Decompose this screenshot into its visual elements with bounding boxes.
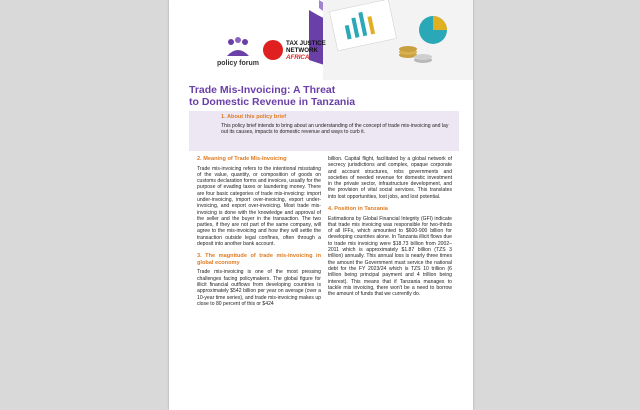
about-text: This policy brief intends to bring about an understanding of the concept of trade mis-invoicing and lay out its causes, impacts to domestic revenue and ways to curb it. xyxy=(221,123,449,136)
policy-brief-page xyxy=(169,0,473,410)
tax-justice-network-africa-logo xyxy=(263,38,363,78)
meaning-heading: 2. Meaning of Trade Mis-Invoicing xyxy=(197,156,287,162)
tjna-line-2: NETWORK xyxy=(286,47,318,54)
policy-forum-name: policy forum xyxy=(216,60,259,67)
position-heading: 4. Position in Tanzania xyxy=(328,206,388,213)
capital-flight-text: billion. Capital flight, facilitated by a global network of secrecy jurisdictions and complex, opaque corporate and account structures, robs governments and societies of needed revenue for domestic investment in the private sector, infrastructure development, and the provision of vital social services. This translates into lost opportunities, lost jobs, and lost potential. xyxy=(328,156,452,200)
tjna-line-3: AFRICA xyxy=(286,54,310,61)
left-column xyxy=(197,156,321,313)
meaning-text: Trade mis-invoicing refers to the intentional misstating of the value, quantity, or composition of goods on customs declaration forms and invoices, usually for the purpose of evading taxes or laundering money. There are four basic categories of trade mis-invoicing: import under-invoicing, import over-invoicing, export under-invoicing, and export over-invoicing. Most trade mis-invoicing is done with the knowledge and approval of the seller and the buyer in the transaction. The two parties, if they are not part of the same company, will agree to the mis-invoicing and how they will settle the transaction outside legal confines, often through a deposit into another bank account. xyxy=(197,165,321,248)
magnitude-heading: 3. The magnitude of trade mis-invoicing in global economy xyxy=(197,253,321,266)
tjna-line-1: TAX JUSTICE xyxy=(286,40,326,47)
brief-title xyxy=(189,84,449,108)
policy-forum-mark-icon xyxy=(223,36,253,58)
about-box xyxy=(189,111,459,151)
about-heading: 1. About this policy brief xyxy=(221,114,287,120)
position-text: Estimations by Global Financial Integrity (GFI) indicate that trade mis invoicing was responsible for two-thirds of all IFFs, which amounted to $600-900 billion for developing countries alone. In Tanzania illicit flows due to trade mis invoicing were $18.73 billion from 2002–2011 which is approximately $1.87 billion (TZS 3 trillion) annually. This annual loss is nearly three times the amount the Government must service the national debt for the FY 2023/24 which is TZS 10 trillion (6 trillion being principal payment and 4 trillion being interest). This means that if Tanzania manages to tackle mis invoicing, there won't be a need to borrow the amount of funds that we currently do. xyxy=(328,215,452,298)
title-line-2: to Domestic Revenue in Tanzania xyxy=(189,96,356,108)
magnitude-text: Trade mis-invoicing is one of the most pressing challenges facing policymakers. The global figure for illicit financial outflows from developing countries is approximately $542 billion per year on average (over a 10-year time series), and trade mis-invoicing makes up close to 80 percent of this or $424 xyxy=(197,269,321,307)
title-line-1: Trade Mis-Invoicing: A Threat xyxy=(189,84,336,96)
right-column xyxy=(328,156,452,303)
africa-map-icon xyxy=(263,40,283,60)
